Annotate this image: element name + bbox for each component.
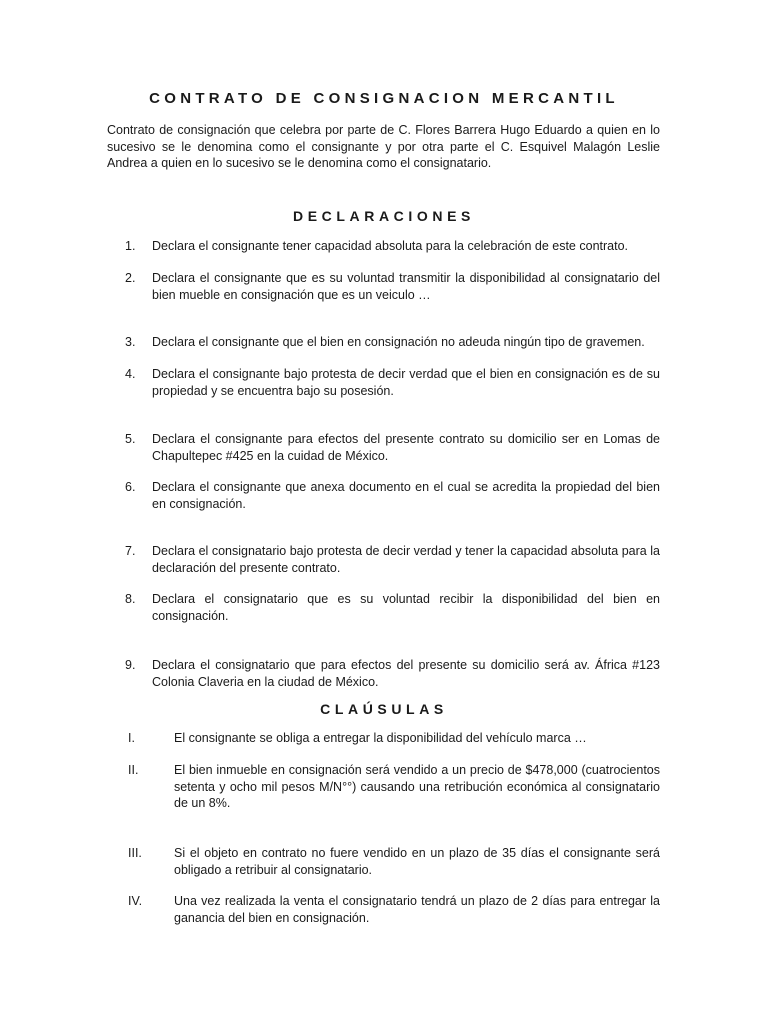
item-text: Declara el consignante que es su voluntad transmitir la disponibilidad al consignatario del bien mueble en consignación que es un veiculo … [152, 271, 660, 302]
item-number: 6. [125, 480, 136, 494]
item-number: 3. [125, 335, 136, 349]
item-number: IV. [128, 894, 143, 908]
declaracion-item [125, 334, 660, 351]
declaracion-item [125, 591, 660, 624]
clausula-item [128, 845, 660, 878]
item-number: I. [128, 731, 135, 745]
item-number: II. [128, 763, 139, 777]
item-text: Declara el consignante que el bien en consignación no adeuda ningún tipo de gravemen. [152, 335, 645, 349]
item-number: 5. [125, 432, 136, 446]
item-text: Si el objeto en contrato no fuere vendido en un plazo de 35 días el consignante será obligado a retribuir al consignatario. [174, 846, 660, 877]
item-number: 9. [125, 658, 136, 672]
item-text: Declara el consignante bajo protesta de decir verdad que el bien en consignación es de su propiedad y se encuentra bajo su posesión. [152, 367, 660, 398]
clausula-item [128, 893, 660, 926]
item-text: Una vez realizada la venta el consignatario tendrá un plazo de 2 días para entregar la ganancia del bien en consignación. [174, 894, 660, 925]
item-number: 2. [125, 271, 136, 285]
declaracion-item [125, 431, 660, 464]
declaracion-item [125, 657, 660, 690]
declaracion-item [125, 366, 660, 399]
item-text: Declara el consignante tener capacidad absoluta para la celebración de este contrato. [152, 239, 629, 253]
item-number: 1. [125, 239, 136, 253]
item-text: El bien inmueble en consignación será vendido a un precio de $478,000 (cuatrocientos setenta y ocho mil pesos M/N°°) causando una retribución económica al consignatario de un 8%. [174, 763, 660, 810]
item-number: 4. [125, 367, 136, 381]
declaracion-item [125, 270, 660, 303]
item-number: 8. [125, 592, 136, 606]
document-title: CONTRATO DE CONSIGNACION MERCANTIL [149, 90, 619, 107]
clausulas-heading: CLAÚSULAS [320, 701, 448, 717]
declaracion-item [125, 543, 660, 576]
item-text: Declara el consignante para efectos del presente contrato su domicilio ser en Lomas de Chapultepec #425 en la cuidad de México. [152, 432, 660, 463]
declaracion-item [125, 238, 660, 255]
clausula-item [128, 762, 660, 812]
item-text: Declara el consignatario que para efectos del presente su domicilio será av. África #123 Colonia Claveria en la ciudad de México. [152, 658, 660, 689]
declaraciones-heading: DECLARACIONES [293, 208, 475, 224]
declaracion-item [125, 479, 660, 512]
intro-paragraph: Contrato de consignación que celebra por parte de C. Flores Barrera Hugo Eduardo a quien en lo sucesivo se le denomina como el consignante y por otra parte el C. Esquivel Malagón Leslie Andrea a quien en lo sucesivo se le denomina como el consignatario. [107, 123, 660, 170]
item-number: III. [128, 846, 142, 860]
item-text: El consignante se obliga a entregar la disponibilidad del vehículo marca … [174, 731, 587, 745]
item-number: 7. [125, 544, 136, 558]
item-text: Declara el consignante que anexa documento en el cual se acredita la propiedad del bien en consignación. [152, 480, 660, 511]
clausula-item [128, 730, 660, 747]
item-text: Declara el consignatario que es su voluntad recibir la disponibilidad del bien en consignación. [152, 592, 660, 623]
item-text: Declara el consignatario bajo protesta de decir verdad y tener la capacidad absoluta para la declaración del presente contrato. [152, 544, 660, 575]
